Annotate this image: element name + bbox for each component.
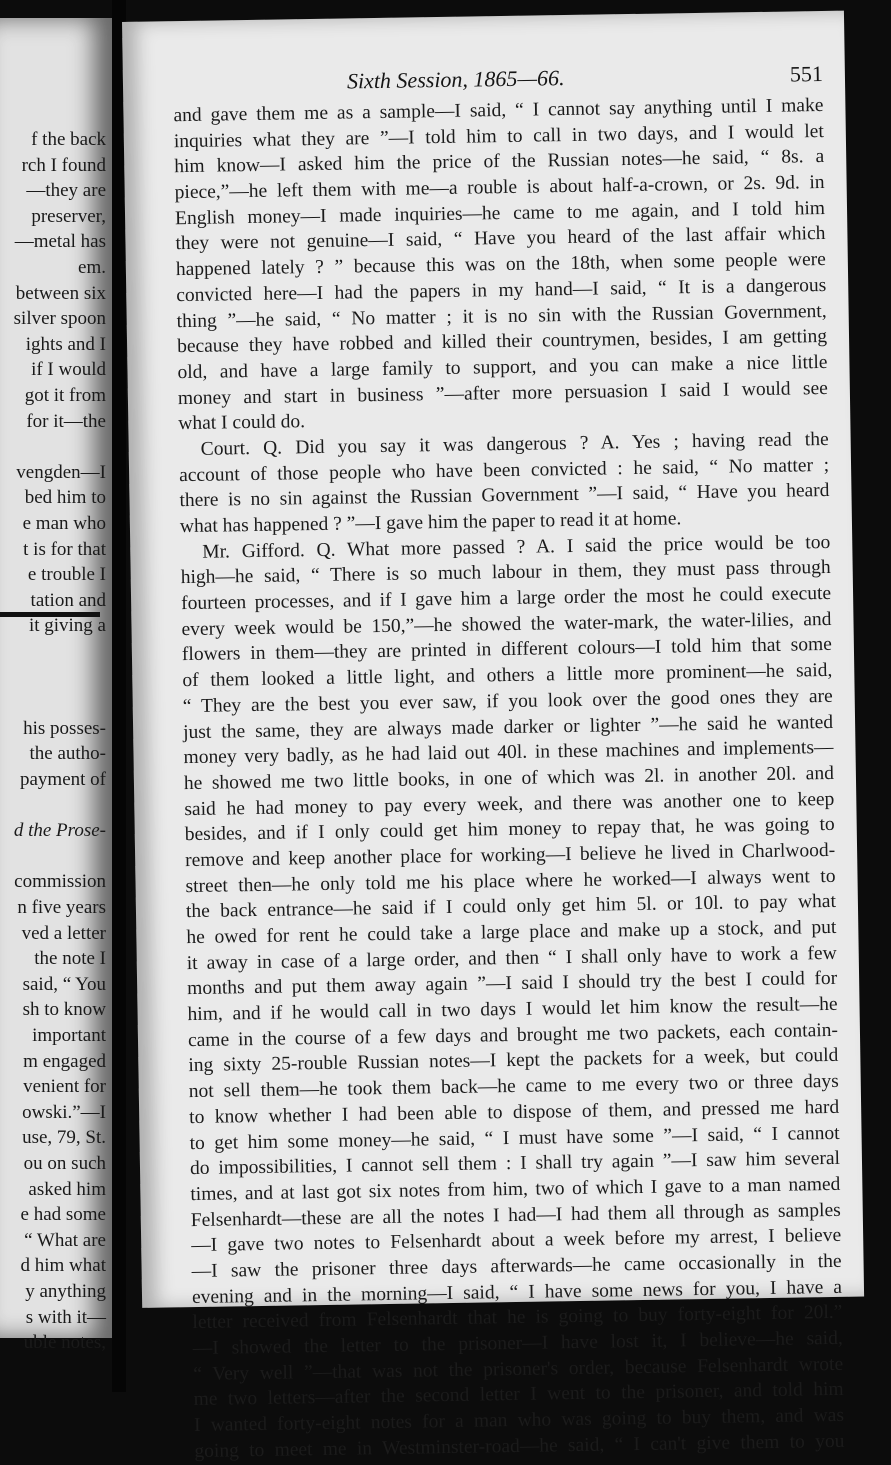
- text-line: piece,”—he left them with me—a rouble is about half-a-crown, or 2s. 9d. in: [174, 172, 825, 204]
- text-line: to get him some money—he said, “ I must have some ”—I said, “ I cannot: [189, 1122, 840, 1154]
- text-line: evening and in the morning—I said, “ I have some news for you, I have a: [191, 1276, 843, 1308]
- text-line: to know whether I had been able to dispose of them, and pressed me hard: [189, 1096, 840, 1128]
- text-line: times, and at last got six notes from him, two of which I gave to a man named: [190, 1173, 841, 1205]
- text-line: letter received from Felsenhardt that he is going to buy forty-eight for 20l.”: [192, 1302, 843, 1334]
- text-line: the back entrance—he said if I could only get him 5l. or 10l. to pay what: [185, 891, 837, 923]
- facing-text-fragment: venient for: [23, 1076, 106, 1098]
- facing-text-fragment: the note I: [34, 948, 106, 970]
- facing-text-fragment: uble notes,: [23, 1332, 106, 1354]
- text-line: besides, and if I only could get him money to repay that, he was going to: [184, 814, 835, 846]
- text-line: English money—I made inquiries—he came to me again, and I told him: [174, 197, 826, 229]
- text-line: do impossibilities, I cannot sell them : I shall try again ”—I saw him several: [189, 1148, 841, 1180]
- facing-text-fragment: t is for that: [23, 538, 106, 560]
- facing-page-fragment: [0, 18, 112, 1354]
- facing-text-fragment: silver spoon: [13, 308, 106, 330]
- body-text: [173, 93, 844, 1464]
- text-line: high—he said, “ There is so much labour in them, they must pass through: [180, 557, 831, 589]
- facing-text-fragment: owski.”—I: [22, 1101, 106, 1123]
- text-line: what has happened ? ”—I gave him the paper to read it at home.: [179, 508, 682, 538]
- text-line: money very badly, as he had laid out 40l. in these machines and implements—: [183, 737, 834, 769]
- facing-text-fragment: f the back: [31, 129, 106, 150]
- text-line: inquiries what they are ”—I told him to call in two days, and I would let: [173, 120, 824, 152]
- text-line: it away in case of a large order, and then “ I shall only have to work a few: [186, 942, 837, 974]
- facing-text-fragment: said, “ You: [22, 973, 106, 995]
- text-line: going to meet me in Westminster-road—he said, “ I can't give them to you: [194, 1430, 845, 1462]
- text-line: him, and if he would call in two days I would let him know the result—he: [187, 993, 838, 1026]
- facing-text-fragment: ved a letter: [21, 922, 106, 944]
- facing-text-fragment: d him what: [20, 1255, 106, 1277]
- text-line: I wanted forty-eight notes for a man who was going to buy them, and was: [193, 1404, 845, 1437]
- text-line: months and put them away again ”—I said I should try the best I could for: [187, 968, 838, 1000]
- text-line: he owed for rent he could take a large place and make up a stock, and put: [186, 916, 837, 949]
- facing-text-fragment: n five years: [17, 897, 106, 918]
- facing-text-fragment: e had some: [20, 1204, 106, 1226]
- facing-text-fragment: e man who: [22, 513, 106, 534]
- facing-text-fragment: preserver,: [31, 205, 106, 227]
- text-line: money and start in business ”—after more persuasion I said I would see: [177, 377, 829, 409]
- facing-text-fragment: the autho-: [29, 743, 106, 765]
- facing-text-fragment: important: [32, 1025, 106, 1046]
- text-line: street then—he only told me his place where he worked—I always went to: [185, 865, 836, 897]
- facing-text-fragment: em.: [78, 257, 106, 278]
- facing-text-fragment: it giving a: [28, 615, 106, 637]
- text-line: came in the course of a few days and brought me two packets, each contain-: [187, 1019, 839, 1051]
- text-line: —I saw the prisoner three days afterwards—he came occasionally in the: [191, 1250, 842, 1282]
- text-line: him know—I asked him the price of the Russian notes—he said, “ 8s. a: [174, 146, 825, 178]
- text-line: not sell them—he took them back—he came to me every two or three days: [188, 1070, 839, 1103]
- text-line: remove and keep another place for working—I believe he lived in Charlwood-: [185, 839, 836, 872]
- facing-text-fragment: asked him: [28, 1178, 106, 1200]
- facing-text-fragment: got it from: [24, 385, 106, 406]
- text-line: flowers in them—they are printed in different colours—I told him that some: [181, 634, 833, 666]
- text-line: what I could do.: [178, 411, 306, 435]
- facing-text-fragment: s with it—: [25, 1306, 106, 1328]
- facing-text-fragment: rch I found: [21, 154, 106, 176]
- text-line: “ Very well ”—that was not the prisoner's order, because Felsenhardt wrote: [193, 1353, 844, 1385]
- text-line: me two letters—after the second letter I went to the prisoner, and told him: [193, 1379, 844, 1411]
- text-line: and gave them me as a sample—I said, “ I cannot say anything until I make: [173, 94, 824, 127]
- facing-text-fragment: tation and: [30, 589, 106, 611]
- text-line: fourteen processes, and if I gave him a large order the most he could execute: [180, 582, 832, 615]
- facing-text-fragment: “ What are: [24, 1229, 106, 1251]
- facing-text-fragment: payment of: [19, 769, 106, 790]
- text-line: happened lately ? ” because this was on the 18th, when some people were: [175, 249, 826, 281]
- facing-text-fragment: vengden—I: [16, 461, 106, 483]
- text-line: said he had money to pay every week, and there was another one to keep: [184, 788, 835, 820]
- text-line: ing sixty 25-rouble Russian notes—I kept the packets for a week, but could: [188, 1045, 839, 1077]
- facing-text-fragment: d the Prose-: [13, 820, 106, 842]
- page-number: 551: [789, 60, 824, 87]
- facing-text-fragment: m engaged: [23, 1050, 106, 1072]
- text-line: —I gave two notes to Felsenhardt about a week before my arrest, I believe: [191, 1225, 842, 1257]
- facing-text-fragment: bed him to: [24, 487, 106, 509]
- text-line: he showed me two little books, in one of which was 2l. in another 20l. and: [183, 762, 835, 794]
- text-line: thing ”—he said, “ No matter ; it is no sin with the Russian Government,: [176, 300, 827, 332]
- text-line: Court. Q. Did you say it was dangerous ? A. Yes ; having read the: [200, 428, 829, 460]
- facing-text-fragment: —they are: [26, 180, 106, 202]
- text-line: Mr. Gifford. Q. What more passed ? A. I said the price would be too: [202, 531, 831, 563]
- text-line: they were not genuine—I said, “ Have you heard of the last affair which: [175, 223, 826, 255]
- text-line: because they have robbed and killed their countrymen, besides, I am getting: [176, 326, 828, 358]
- text-line: account of those people who have been convicted : he said, “ No matter ;: [178, 454, 830, 486]
- text-line: —I showed the letter to the prisoner—I have lost it, I believe—he said,: [192, 1327, 843, 1360]
- facing-text-fragment: e trouble I: [27, 564, 106, 586]
- text-line: “ They are the best you ever saw, if you look over the good ones they are: [182, 685, 833, 717]
- facing-text-fragment: ou on such: [23, 1153, 106, 1174]
- facing-text-fragment: for it—the: [26, 410, 106, 432]
- facing-text-fragment: —metal has: [14, 231, 106, 253]
- text-line: of them looked a little light, and others a little more prominent—he said,: [182, 660, 833, 692]
- text-line: old, and have a large family to support, and you can make a nice little: [177, 351, 828, 384]
- session-title: Sixth Session, 1865—66.: [346, 65, 565, 94]
- text-line: there is no sin against the Russian Government ”—I said, “ Have you heard: [179, 480, 830, 512]
- facing-text-fragment: if I would: [31, 359, 106, 381]
- text-line: every week would be 150,”—he showed the water-mark, the water-lilies, and: [181, 608, 832, 640]
- facing-text-fragment: commission: [14, 871, 106, 893]
- text-line: Felsenhardt—these are all the notes I had—I had them all through as samples: [190, 1199, 841, 1231]
- book-spine: [112, 0, 126, 1392]
- facing-text-fragment: ights and I: [25, 333, 106, 355]
- facing-text-fragment: y anything: [25, 1281, 106, 1302]
- text-line: just the same, they are always made darker or lighter ”—he said he wanted: [182, 711, 834, 743]
- book-page: [122, 11, 864, 1462]
- facing-text-fragment: sh to know: [22, 999, 106, 1021]
- facing-text-fragment: his posses-: [23, 717, 106, 739]
- facing-text-fragment: use, 79, St.: [22, 1127, 106, 1149]
- facing-text-fragment: between six: [15, 282, 106, 304]
- text-line: convicted here—I had the papers in my hand—I said, “ It is a dangerous: [176, 274, 827, 306]
